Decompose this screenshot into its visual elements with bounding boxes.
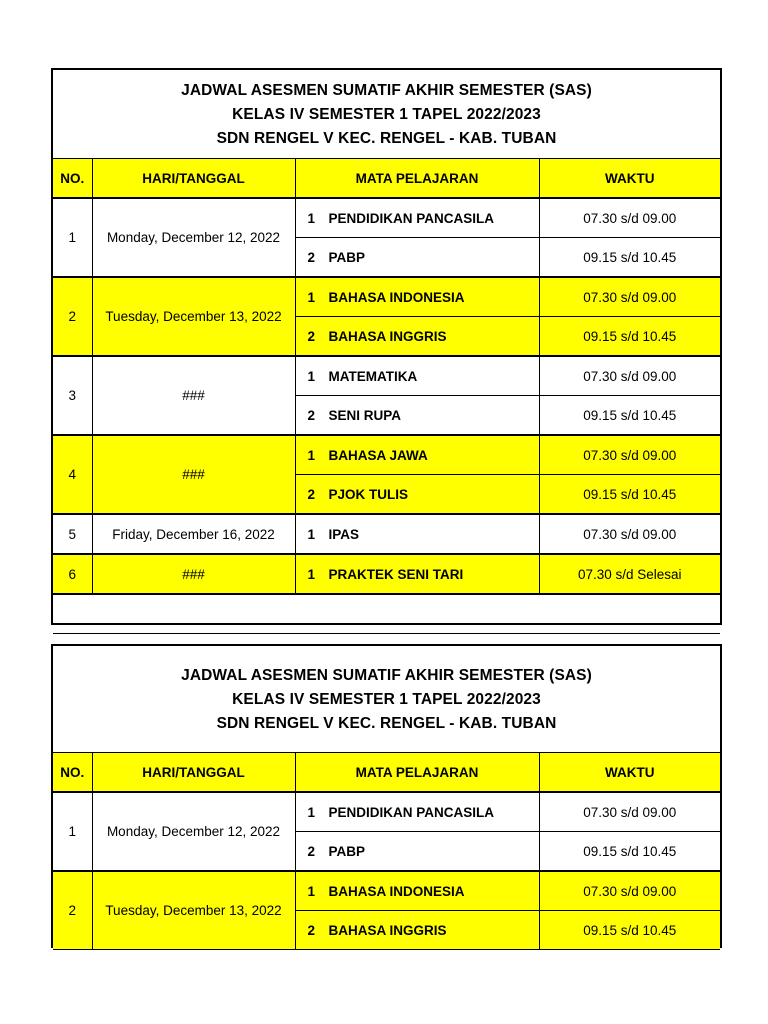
time-cell: 07.30 s/d 09.00: [539, 277, 720, 317]
schedule-table: [53, 753, 720, 950]
subject-number: 1: [307, 368, 316, 384]
sheet-title: [53, 646, 720, 753]
title-line-3: SDN RENGEL V KEC. RENGEL - KAB. TUBAN: [216, 130, 557, 147]
subject-cell: [295, 238, 539, 278]
row-date: Friday, December 16, 2022: [92, 514, 295, 554]
schedule-table: [53, 159, 720, 634]
table-header-row: [53, 159, 720, 198]
table-row: [53, 277, 720, 317]
subject-number: 1: [307, 526, 316, 542]
subject-name: PENDIDIKAN PANCASILA: [328, 210, 495, 226]
row-date: Monday, December 12, 2022: [92, 792, 295, 871]
subject-name: SENI RUPA: [328, 407, 402, 423]
subject-name: BAHASA INDONESIA: [328, 883, 465, 899]
row-no: 2: [53, 277, 92, 356]
subject-number: 1: [307, 566, 316, 582]
table-row: [53, 514, 720, 554]
row-no: 4: [53, 435, 92, 514]
table-row: [53, 871, 720, 911]
subject-number: 2: [307, 249, 316, 265]
header-subject: MATA PELAJARAN: [295, 753, 539, 792]
time-cell: 09.15 s/d 10.45: [539, 238, 720, 278]
subject-name: BAHASA INDONESIA: [328, 289, 465, 305]
row-no: 3: [53, 356, 92, 435]
empty-row: [53, 594, 720, 634]
row-date: ###: [92, 554, 295, 594]
subject-name: BAHASA JAWA: [328, 447, 428, 463]
time-cell: 07.30 s/d 09.00: [539, 871, 720, 911]
subject-number: 2: [307, 486, 316, 502]
row-date: ###: [92, 435, 295, 514]
time-cell: 07.30 s/d 09.00: [539, 792, 720, 832]
time-cell: 07.30 s/d 09.00: [539, 198, 720, 238]
time-cell: 07.30 s/d 09.00: [539, 514, 720, 554]
subject-cell: [295, 475, 539, 515]
subject-cell: [295, 396, 539, 436]
title-line-2: KELAS IV SEMESTER 1 TAPEL 2022/2023: [232, 691, 541, 708]
subject-cell: [295, 832, 539, 872]
table-row: [53, 356, 720, 396]
header-time: WAKTU: [539, 159, 720, 198]
subject-name: PABP: [328, 249, 366, 265]
sheet-title: [53, 70, 720, 159]
empty-cell: [53, 594, 720, 634]
time-cell: 09.15 s/d 10.45: [539, 832, 720, 872]
table-row: [53, 554, 720, 594]
subject-number: 1: [307, 210, 316, 226]
row-no: 1: [53, 792, 92, 871]
subject-number: 1: [307, 804, 316, 820]
table-row: [53, 792, 720, 832]
subject-number: 2: [307, 407, 316, 423]
header-no: NO.: [53, 159, 92, 198]
title-line-1: JADWAL ASESMEN SUMATIF AKHIR SEMESTER (SAS): [181, 82, 592, 99]
subject-name: PRAKTEK SENI TARI: [328, 566, 464, 582]
time-cell: 09.15 s/d 10.45: [539, 396, 720, 436]
subject-number: 1: [307, 447, 316, 463]
row-no: 2: [53, 871, 92, 950]
subject-cell: [295, 911, 539, 950]
time-cell: 07.30 s/d 09.00: [539, 356, 720, 396]
header-time: WAKTU: [539, 753, 720, 792]
subject-cell: [295, 277, 539, 317]
row-date: Monday, December 12, 2022: [92, 198, 295, 277]
subject-name: BAHASA INGGRIS: [328, 328, 447, 344]
time-cell: 07.30 s/d 09.00: [539, 435, 720, 475]
row-no: 5: [53, 514, 92, 554]
table-header-row: [53, 753, 720, 792]
header-date: HARI/TANGGAL: [92, 159, 295, 198]
subject-number: 2: [307, 328, 316, 344]
schedule-sheet-2: [51, 644, 722, 948]
header-no: NO.: [53, 753, 92, 792]
table-row: [53, 198, 720, 238]
row-date: ###: [92, 356, 295, 435]
title-line-3: SDN RENGEL V KEC. RENGEL - KAB. TUBAN: [216, 715, 557, 732]
row-date: Tuesday, December 13, 2022: [92, 871, 295, 950]
subject-cell: [295, 356, 539, 396]
subject-cell: [295, 792, 539, 832]
subject-name: PJOK TULIS: [328, 486, 409, 502]
subject-name: BAHASA INGGRIS: [328, 922, 447, 938]
header-subject: MATA PELAJARAN: [295, 159, 539, 198]
row-no: 6: [53, 554, 92, 594]
subject-name: MATEMATIKA: [328, 368, 418, 384]
subject-cell: [295, 554, 539, 594]
subject-name: PENDIDIKAN PANCASILA: [328, 804, 495, 820]
time-cell: 09.15 s/d 10.45: [539, 911, 720, 950]
subject-name: PABP: [328, 843, 366, 859]
subject-number: 2: [307, 922, 316, 938]
subject-name: IPAS: [328, 526, 360, 542]
subject-number: 2: [307, 843, 316, 859]
time-cell: 09.15 s/d 10.45: [539, 475, 720, 515]
subject-number: 1: [307, 289, 316, 305]
subject-cell: [295, 198, 539, 238]
subject-cell: [295, 871, 539, 911]
subject-cell: [295, 435, 539, 475]
row-no: 1: [53, 198, 92, 277]
schedule-sheet-1: [51, 68, 722, 625]
time-cell: 07.30 s/d Selesai: [539, 554, 720, 594]
row-date: Tuesday, December 13, 2022: [92, 277, 295, 356]
subject-cell: [295, 514, 539, 554]
subject-number: 1: [307, 883, 316, 899]
title-line-2: KELAS IV SEMESTER 1 TAPEL 2022/2023: [232, 106, 541, 123]
time-cell: 09.15 s/d 10.45: [539, 317, 720, 357]
subject-cell: [295, 317, 539, 357]
title-line-1: JADWAL ASESMEN SUMATIF AKHIR SEMESTER (SAS): [181, 667, 592, 684]
table-row: [53, 435, 720, 475]
header-date: HARI/TANGGAL: [92, 753, 295, 792]
